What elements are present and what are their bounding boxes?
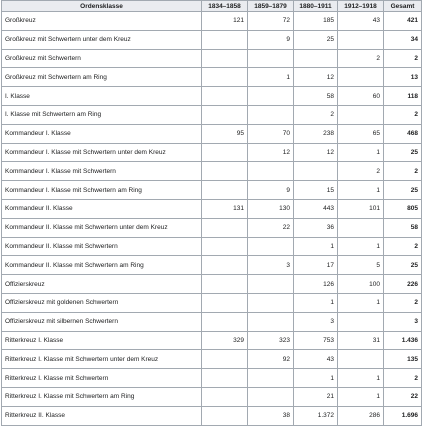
cell-1834-1858 — [202, 49, 248, 68]
cell-1834-1858: 121 — [202, 12, 248, 31]
table-row — [2, 12, 422, 31]
cell-1834-1858 — [202, 30, 248, 49]
cell-1834-1858: 329 — [202, 331, 248, 350]
cell-1912-1918: 1 — [338, 387, 384, 406]
cell-gesamt: 3 — [384, 312, 422, 331]
cell-gesamt: 58 — [384, 218, 422, 237]
cell-1859-1879: 9 — [248, 181, 294, 200]
cell-gesamt: 2 — [384, 162, 422, 181]
cell-gesamt: 421 — [384, 12, 422, 31]
table-row — [2, 105, 422, 124]
cell-1880-1911: 36 — [294, 218, 338, 237]
cell-1912-1918: 2 — [338, 162, 384, 181]
cell-1834-1858 — [202, 237, 248, 256]
cell-1880-1911: 1.372 — [294, 406, 338, 425]
table-row — [2, 162, 422, 181]
cell-1880-1911: 185 — [294, 12, 338, 31]
cell-ordensklasse: Ritterkreuz I. Klasse mit Schwertern — [2, 369, 202, 388]
cell-1859-1879: 12 — [248, 143, 294, 162]
cell-ordensklasse: Ritterkreuz I. Klasse mit Schwertern unter dem Kreuz — [2, 350, 202, 369]
cell-1880-1911: 753 — [294, 331, 338, 350]
cell-1834-1858 — [202, 293, 248, 312]
cell-1859-1879: 130 — [248, 199, 294, 218]
cell-1880-1911 — [294, 49, 338, 68]
header-ordensklasse[interactable]: Ordensklasse — [2, 1, 202, 12]
cell-ordensklasse: Großkreuz mit Schwertern am Ring — [2, 68, 202, 87]
table-row — [2, 30, 422, 49]
cell-1834-1858 — [202, 256, 248, 275]
cell-1834-1858 — [202, 143, 248, 162]
cell-1912-1918: 1 — [338, 237, 384, 256]
table-row — [2, 181, 422, 200]
cell-1834-1858 — [202, 369, 248, 388]
cell-gesamt: 25 — [384, 256, 422, 275]
cell-1834-1858 — [202, 350, 248, 369]
cell-1912-1918: 286 — [338, 406, 384, 425]
cell-1880-1911: 15 — [294, 181, 338, 200]
table-row — [2, 369, 422, 388]
cell-1880-1911: 1 — [294, 237, 338, 256]
cell-ordensklasse: Ritterkreuz I. Klasse — [2, 331, 202, 350]
cell-1880-1911: 126 — [294, 275, 338, 294]
cell-1834-1858 — [202, 275, 248, 294]
table-row — [2, 275, 422, 294]
cell-1859-1879: 323 — [248, 331, 294, 350]
cell-1859-1879 — [248, 105, 294, 124]
table-header — [2, 1, 422, 12]
cell-1834-1858 — [202, 218, 248, 237]
cell-1880-1911: 25 — [294, 30, 338, 49]
cell-1859-1879: 9 — [248, 30, 294, 49]
cell-1912-1918 — [338, 30, 384, 49]
cell-ordensklasse: Kommandeur I. Klasse mit Schwertern unter dem Kreuz — [2, 143, 202, 162]
cell-1834-1858 — [202, 87, 248, 106]
cell-1912-1918: 2 — [338, 49, 384, 68]
cell-gesamt: 1.696 — [384, 406, 422, 425]
table-row — [2, 68, 422, 87]
cell-1912-1918 — [338, 218, 384, 237]
table-row — [2, 256, 422, 275]
cell-1859-1879: 72 — [248, 12, 294, 31]
cell-1859-1879 — [248, 275, 294, 294]
cell-ordensklasse: Ritterkreuz II. Klasse — [2, 406, 202, 425]
cell-ordensklasse: Kommandeur II. Klasse mit Schwertern unter dem Kreuz — [2, 218, 202, 237]
cell-1880-1911: 58 — [294, 87, 338, 106]
cell-gesamt: 2 — [384, 105, 422, 124]
cell-1880-1911: 12 — [294, 143, 338, 162]
cell-gesamt: 25 — [384, 143, 422, 162]
table-row — [2, 87, 422, 106]
cell-ordensklasse: Kommandeur I. Klasse mit Schwertern — [2, 162, 202, 181]
cell-gesamt: 468 — [384, 124, 422, 143]
cell-1912-1918: 65 — [338, 124, 384, 143]
cell-1912-1918: 43 — [338, 12, 384, 31]
cell-1912-1918: 1 — [338, 369, 384, 388]
cell-ordensklasse: Großkreuz mit Schwertern — [2, 49, 202, 68]
table-row — [2, 199, 422, 218]
cell-gesamt: 13 — [384, 68, 422, 87]
cell-1880-1911: 43 — [294, 350, 338, 369]
cell-gesamt: 22 — [384, 387, 422, 406]
cell-1880-1911: 17 — [294, 256, 338, 275]
cell-1859-1879 — [248, 162, 294, 181]
cell-ordensklasse: Offizierskreuz mit silbernen Schwertern — [2, 312, 202, 331]
cell-ordensklasse: Großkreuz mit Schwertern unter dem Kreuz — [2, 30, 202, 49]
cell-gesamt: 118 — [384, 87, 422, 106]
table-row — [2, 293, 422, 312]
cell-1859-1879: 22 — [248, 218, 294, 237]
cell-1912-1918 — [338, 350, 384, 369]
cell-1880-1911: 2 — [294, 105, 338, 124]
table-row — [2, 406, 422, 425]
cell-gesamt: 2 — [384, 49, 422, 68]
cell-ordensklasse: Offizierskreuz mit goldenen Schwertern — [2, 293, 202, 312]
cell-1859-1879 — [248, 312, 294, 331]
cell-1880-1911: 1 — [294, 293, 338, 312]
cell-ordensklasse: Ritterkreuz I. Klasse mit Schwertern am Ring — [2, 387, 202, 406]
cell-1859-1879 — [248, 87, 294, 106]
cell-1834-1858 — [202, 387, 248, 406]
table-row — [2, 237, 422, 256]
header-gesamt[interactable]: Gesamt — [384, 1, 422, 12]
header-1912-1918[interactable]: 1912–1918 — [338, 1, 384, 12]
cell-1912-1918: 60 — [338, 87, 384, 106]
cell-gesamt: 25 — [384, 181, 422, 200]
cell-1912-1918: 1 — [338, 143, 384, 162]
cell-1880-1911: 3 — [294, 312, 338, 331]
cell-1880-1911 — [294, 162, 338, 181]
cell-1834-1858 — [202, 105, 248, 124]
cell-ordensklasse: Großkreuz — [2, 12, 202, 31]
cell-1912-1918 — [338, 68, 384, 87]
orders-table — [1, 0, 422, 426]
cell-1912-1918: 31 — [338, 331, 384, 350]
table-body — [2, 12, 422, 426]
cell-ordensklasse: Kommandeur II. Klasse mit Schwertern — [2, 237, 202, 256]
cell-gesamt: 2 — [384, 293, 422, 312]
cell-gesamt: 1.436 — [384, 331, 422, 350]
cell-ordensklasse: Kommandeur I. Klasse mit Schwertern am Ring — [2, 181, 202, 200]
cell-1912-1918: 1 — [338, 293, 384, 312]
cell-1834-1858 — [202, 312, 248, 331]
cell-1912-1918: 1 — [338, 181, 384, 200]
cell-1880-1911: 1 — [294, 369, 338, 388]
cell-1912-1918: 5 — [338, 256, 384, 275]
table-row — [2, 312, 422, 331]
cell-1859-1879 — [248, 237, 294, 256]
cell-1912-1918: 101 — [338, 199, 384, 218]
cell-1859-1879 — [248, 49, 294, 68]
header-1859-1879[interactable]: 1859–1879 — [248, 1, 294, 12]
table-row — [2, 350, 422, 369]
cell-1859-1879 — [248, 369, 294, 388]
cell-1834-1858: 131 — [202, 199, 248, 218]
cell-gesamt: 34 — [384, 30, 422, 49]
cell-1859-1879 — [248, 293, 294, 312]
table-row — [2, 331, 422, 350]
cell-gesamt: 2 — [384, 369, 422, 388]
cell-1859-1879: 38 — [248, 406, 294, 425]
cell-ordensklasse: Offizierskreuz — [2, 275, 202, 294]
cell-gesamt: 226 — [384, 275, 422, 294]
cell-ordensklasse: Kommandeur I. Klasse — [2, 124, 202, 143]
cell-1834-1858 — [202, 68, 248, 87]
table-row — [2, 387, 422, 406]
cell-1859-1879: 1 — [248, 68, 294, 87]
header-1880-1911[interactable]: 1880–1911 — [294, 1, 338, 12]
header-1834-1858[interactable]: 1834–1858 — [202, 1, 248, 12]
cell-ordensklasse: I. Klasse — [2, 87, 202, 106]
cell-1912-1918 — [338, 105, 384, 124]
cell-gesamt: 135 — [384, 350, 422, 369]
cell-1834-1858: 95 — [202, 124, 248, 143]
cell-1880-1911: 443 — [294, 199, 338, 218]
cell-1834-1858 — [202, 162, 248, 181]
header-row — [2, 1, 422, 12]
table-row — [2, 49, 422, 68]
cell-1834-1858 — [202, 181, 248, 200]
cell-1859-1879: 70 — [248, 124, 294, 143]
table-row — [2, 143, 422, 162]
cell-ordensklasse: I. Klasse mit Schwertern am Ring — [2, 105, 202, 124]
cell-1859-1879 — [248, 387, 294, 406]
cell-1912-1918: 100 — [338, 275, 384, 294]
cell-1880-1911: 12 — [294, 68, 338, 87]
cell-1859-1879: 3 — [248, 256, 294, 275]
cell-1880-1911: 21 — [294, 387, 338, 406]
cell-gesamt: 2 — [384, 237, 422, 256]
cell-1859-1879: 92 — [248, 350, 294, 369]
table-row — [2, 124, 422, 143]
cell-gesamt: 805 — [384, 199, 422, 218]
cell-1834-1858 — [202, 406, 248, 425]
cell-ordensklasse: Kommandeur II. Klasse — [2, 199, 202, 218]
table-row — [2, 218, 422, 237]
cell-1912-1918 — [338, 312, 384, 331]
cell-1880-1911: 238 — [294, 124, 338, 143]
cell-ordensklasse: Kommandeur II. Klasse mit Schwertern am Ring — [2, 256, 202, 275]
